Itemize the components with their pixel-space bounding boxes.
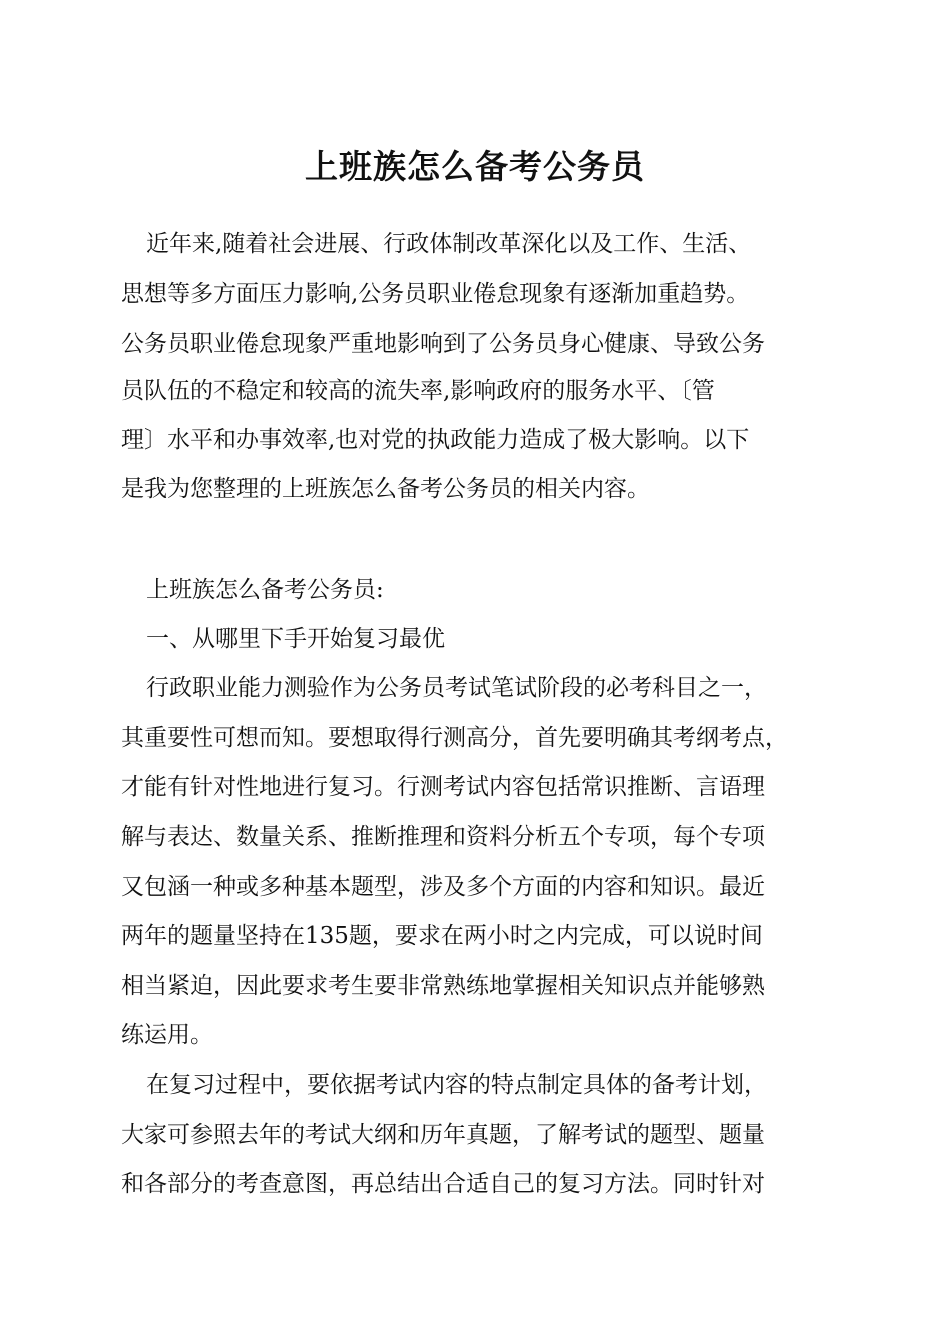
paragraph1-line-7: 相当紧迫，因此要求考生要非常熟练地掌握相关知识点并能够熟	[121, 973, 765, 999]
paragraph1-line-6: 两年的题量坚持在135题，要求在两小时之内完成，可以说时间	[121, 923, 763, 949]
subheading: 一、从哪里下手开始复习最优	[146, 626, 445, 652]
document-title: 上班族怎么备考公务员	[305, 147, 645, 186]
intro-line-5: 理〕水平和办事效率,也对党的执政能力造成了极大影响。以下	[121, 427, 750, 453]
paragraph1-line-4: 解与表达、数量关系、推断推理和资料分析五个专项，每个专项	[121, 824, 765, 850]
intro-line-2: 思想等多方面压力影响,公务员职业倦怠现象有逐渐加重趋势。	[121, 281, 750, 307]
paragraph1-line-2: 其重要性可想而知。要想取得行测高分，首先要明确其考纲考点，	[121, 725, 788, 751]
intro-line-6: 是我为您整理的上班族怎么备考公务员的相关内容。	[121, 476, 650, 502]
intro-line-4: 员队伍的不稳定和较高的流失率,影响政府的服务水平、〔管	[121, 378, 715, 404]
paragraph1-line-8: 练运用。	[121, 1022, 213, 1048]
paragraph2-line-2: 大家可参照去年的考试大纲和历年真题，了解考试的题型、题量	[121, 1122, 765, 1148]
paragraph1-line-5: 又包涵一种或多种基本题型，涉及多个方面的内容和知识。最近	[121, 874, 765, 900]
paragraph1-line-3: 才能有针对性地进行复习。行测考试内容包括常识推断、言语理	[121, 774, 765, 800]
paragraph2-line-1: 在复习过程中，要依据考试内容的特点制定具体的备考计划，	[146, 1072, 767, 1098]
section-heading: 上班族怎么备考公务员:	[146, 577, 384, 603]
paragraph1-line-1: 行政职业能力测验作为公务员考试笔试阶段的必考科目之一，	[146, 675, 767, 701]
paragraph2-line-3: 和各部分的考查意图，再总结出合适自己的复习方法。同时针对	[121, 1171, 765, 1197]
intro-line-3: 公务员职业倦怠现象严重地影响到了公务员身心健康、导致公务	[121, 331, 765, 357]
intro-line-1: 近年来,随着社会进展、行政体制改革深化以及工作、生活、	[146, 231, 752, 257]
